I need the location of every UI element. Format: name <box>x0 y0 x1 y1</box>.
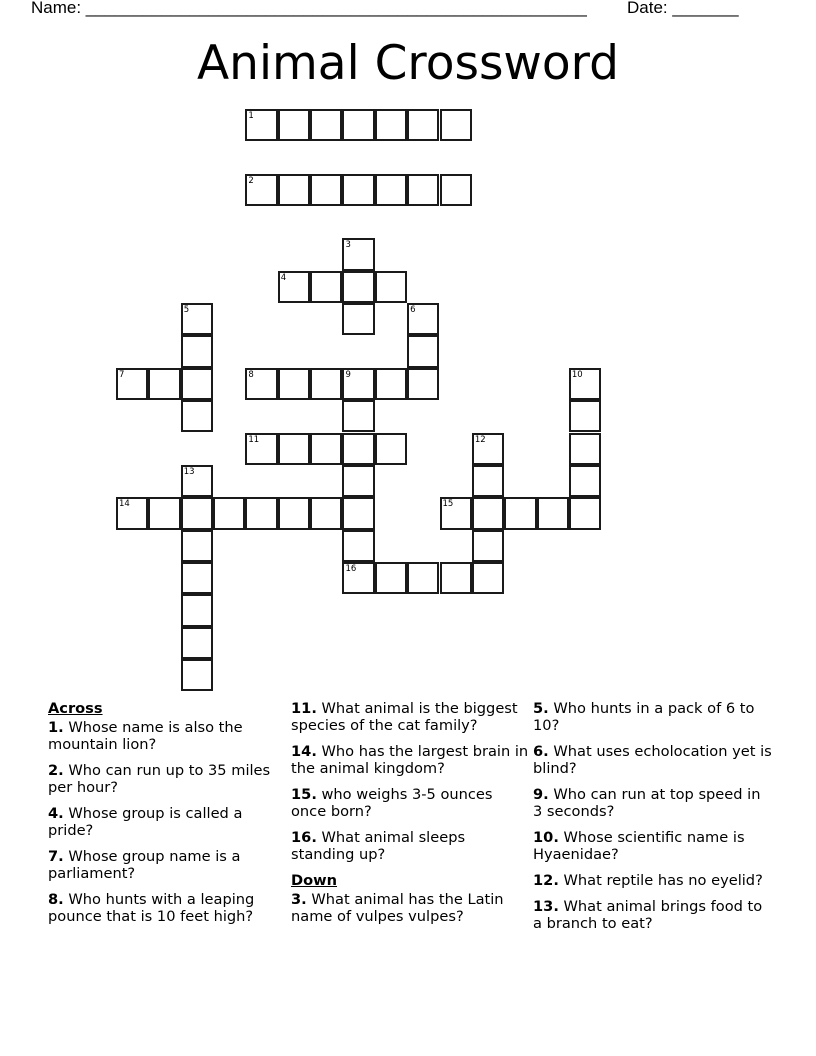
clue-across-16: 16. What animal sleeps standing up? <box>291 829 466 863</box>
cell-number: 2 <box>248 175 254 186</box>
grid-cell[interactable] <box>245 174 277 206</box>
grid-cell[interactable] <box>342 497 374 529</box>
clue-number: 12. <box>533 872 559 889</box>
grid-cell[interactable] <box>181 497 213 529</box>
grid-cell[interactable] <box>181 368 213 400</box>
clue-across-15: 15. who weighs 3-5 ounces once born? <box>291 786 493 820</box>
grid-cell[interactable] <box>569 465 601 497</box>
clue-down-9: 9. Who can run at top speed in 3 seconds? <box>533 786 761 820</box>
clue-down-6: 6. What uses echolocation yet is blind? <box>533 743 772 777</box>
clue-number: 9. <box>533 786 549 803</box>
grid-cell[interactable] <box>342 303 374 335</box>
grid-cell[interactable] <box>407 303 439 335</box>
cell-number: 7 <box>119 369 125 380</box>
clue-down-12: 12. What reptile has no eyelid? <box>533 872 763 889</box>
grid-cell[interactable] <box>342 530 374 562</box>
clue-across-2: 2. Who can run up to 35 miles per hour? <box>48 762 271 796</box>
grid-cell[interactable] <box>537 497 569 529</box>
grid-cell[interactable] <box>181 303 213 335</box>
grid-cell[interactable] <box>278 497 310 529</box>
grid-cell[interactable] <box>245 433 277 465</box>
clues-column-3 <box>533 700 773 941</box>
grid-cell[interactable] <box>407 174 439 206</box>
grid-cell[interactable] <box>342 238 374 270</box>
grid-cell[interactable] <box>181 562 213 594</box>
grid-cell[interactable] <box>472 497 504 529</box>
cell-number: 9 <box>345 369 351 380</box>
grid-cell[interactable] <box>472 530 504 562</box>
cell-number: 1 <box>248 111 254 121</box>
cell-number: 4 <box>280 272 287 283</box>
clues-column-1 <box>48 700 288 934</box>
grid-cell[interactable] <box>181 627 213 659</box>
grid-cell[interactable] <box>440 174 472 206</box>
grid-cell[interactable] <box>375 368 407 400</box>
cell-number: 11 <box>248 434 260 445</box>
grid-cell[interactable] <box>116 497 148 529</box>
grid-cell[interactable] <box>342 174 374 206</box>
grid-cell[interactable] <box>181 594 213 626</box>
grid-cell[interactable] <box>342 109 374 141</box>
grid-cell[interactable] <box>472 433 504 465</box>
grid-cell[interactable] <box>342 562 374 594</box>
clues-column-2 <box>291 700 531 934</box>
clue-number: 11. <box>291 700 317 717</box>
cell-number: 14 <box>119 499 130 510</box>
clue-number: 8. <box>48 891 64 908</box>
grid-cell[interactable] <box>440 109 472 141</box>
grid-cell[interactable] <box>245 497 277 529</box>
grid-cell[interactable] <box>181 335 213 367</box>
grid-cell[interactable] <box>342 465 374 497</box>
clue-down-10: 10. Whose scientific name is Hyaenidae? <box>533 829 745 863</box>
grid-cell[interactable] <box>407 335 439 367</box>
clue-number: 3. <box>291 891 307 908</box>
grid-cell[interactable] <box>278 174 310 206</box>
clue-down-3: 3. What animal has the Latin name of vulpes vulpes? <box>291 891 504 925</box>
date-field-label: Date: _______ <box>627 0 739 17</box>
cell-number: 15 <box>442 499 454 510</box>
clue-number: 6. <box>533 743 549 760</box>
clue-down-13: 13. What animal brings food to a branch to eat? <box>533 898 763 932</box>
grid-cell[interactable] <box>116 368 148 400</box>
clue-across-7: 7. Whose group name is a parliament? <box>48 848 241 882</box>
cell-number: 3 <box>345 240 351 251</box>
grid-cell[interactable] <box>407 109 439 141</box>
grid-cell[interactable] <box>148 497 180 529</box>
down-heading: Down <box>291 872 338 889</box>
across-heading: Across <box>48 700 103 717</box>
grid-cell[interactable] <box>375 433 407 465</box>
grid-cell[interactable] <box>310 433 342 465</box>
cell-number: 10 <box>571 369 583 380</box>
grid-cell[interactable] <box>375 109 407 141</box>
clue-across-8: 8. Who hunts with a leaping pounce that is 10 feet high? <box>48 891 255 925</box>
grid-cell[interactable] <box>375 271 407 303</box>
grid-cell[interactable] <box>375 174 407 206</box>
page-title: Animal Crossword <box>197 36 619 91</box>
grid-cell[interactable] <box>569 497 601 529</box>
grid-cell[interactable] <box>278 433 310 465</box>
cell-number: 6 <box>410 305 416 316</box>
grid-cell[interactable] <box>342 400 374 432</box>
grid-cell[interactable] <box>181 465 213 497</box>
clue-number: 15. <box>291 786 317 803</box>
grid-cell[interactable] <box>504 497 536 529</box>
clue-across-11: 11. What animal is the biggest species of the cat family? <box>291 700 518 734</box>
grid-cell[interactable] <box>342 368 374 400</box>
grid-cell[interactable] <box>245 368 277 400</box>
cell-number: 12 <box>474 434 486 445</box>
grid-cell[interactable] <box>342 433 374 465</box>
grid-cell[interactable] <box>310 497 342 529</box>
grid-cell[interactable] <box>181 400 213 432</box>
clue-number: 2. <box>48 762 64 779</box>
grid-cell[interactable] <box>407 562 439 594</box>
grid-cell[interactable] <box>310 271 342 303</box>
cell-number: 13 <box>183 466 195 477</box>
grid-cell[interactable] <box>245 109 277 141</box>
grid-cell[interactable] <box>310 174 342 206</box>
grid-cell[interactable] <box>148 368 180 400</box>
clue-down-5: 5. Who hunts in a pack of 6 to 10? <box>533 700 755 734</box>
grid-cell[interactable] <box>569 400 601 432</box>
clue-number: 16. <box>291 829 317 846</box>
clue-number: 1. <box>48 719 64 736</box>
grid-cell[interactable] <box>440 497 472 529</box>
grid-cell[interactable] <box>472 562 504 594</box>
grid-cell[interactable] <box>440 562 472 594</box>
cell-number: 16 <box>345 563 357 574</box>
grid-cell[interactable] <box>278 109 310 141</box>
grid-cell[interactable] <box>310 368 342 400</box>
grid-cell[interactable] <box>472 465 504 497</box>
clue-number: 7. <box>48 848 64 865</box>
clue-number: 14. <box>291 743 317 760</box>
grid-cell[interactable] <box>278 271 310 303</box>
grid-cell[interactable] <box>569 368 601 400</box>
name-field-label: Name: _____________________________________________________ <box>31 0 587 17</box>
cell-number: 8 <box>248 369 254 380</box>
clue-across-4: 4. Whose group is called a pride? <box>48 805 243 839</box>
grid-cell[interactable] <box>181 530 213 562</box>
clue-across-1: 1. Whose name is also the mountain lion? <box>48 719 243 753</box>
clue-number: 13. <box>533 898 559 915</box>
grid-cell[interactable] <box>375 562 407 594</box>
clue-number: 10. <box>533 829 559 846</box>
grid-cell[interactable] <box>278 368 310 400</box>
cell-number: 5 <box>183 305 190 316</box>
grid-cell[interactable] <box>181 659 213 691</box>
clue-number: 4. <box>48 805 64 822</box>
grid-cell[interactable] <box>407 368 439 400</box>
grid-cell[interactable] <box>213 497 245 529</box>
grid-cell[interactable] <box>342 271 374 303</box>
grid-cell[interactable] <box>569 433 601 465</box>
clue-across-14: 14. Who has the largest brain in the animal kingdom? <box>291 743 529 777</box>
clue-number: 5. <box>533 700 549 717</box>
grid-cell[interactable] <box>310 109 342 141</box>
